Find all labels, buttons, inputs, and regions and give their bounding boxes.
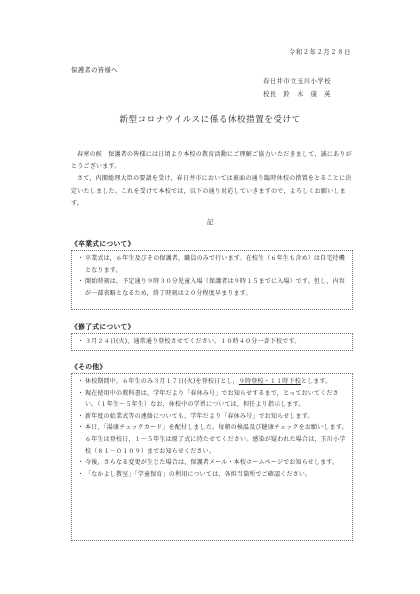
sender-school: 春日井市立玉川小学校 bbox=[263, 78, 331, 85]
sender-principal: 校長 鈴 木 康 英 bbox=[263, 91, 331, 98]
underlined-time: ９時登校・１１時下校 bbox=[238, 378, 301, 385]
closing-box bbox=[71, 333, 353, 351]
bullet-icon: ・ bbox=[77, 338, 84, 345]
recipient-line: 保護者の皆様へ bbox=[71, 67, 118, 74]
list-item: ・ 今後，さらなる変更が生じた場合は，保護者メール・本校ホームページでお知らせします。 bbox=[76, 457, 349, 469]
graduation-box bbox=[71, 250, 353, 310]
list-item: ・ 休校期間中，６年生のみ３月１７日(火)を登校日とし，９時登校・１１時下校とします。 bbox=[76, 376, 349, 388]
bullet-icon: ・ bbox=[77, 255, 84, 262]
bullet-icon: ・ bbox=[77, 459, 84, 467]
bullet-icon: ・ bbox=[77, 470, 84, 478]
bullet-icon: ・ bbox=[77, 378, 84, 385]
other-box bbox=[71, 373, 353, 541]
list-item: ・ 開始時刻は，予定通り９時３０分児童入場（保護者は９時１５までに入場）です。但し，内容が一部省略となるため，終了時刻は２０分程度早まります。 bbox=[76, 276, 349, 299]
ki-marker: 記 bbox=[206, 219, 214, 226]
list-item: ・ ３月２４日(火)，通常通り登校させてください。１０時４０分一斉下校です。 bbox=[76, 336, 349, 348]
bullet-icon: ・ bbox=[77, 389, 84, 397]
closing-heading: 《修了式について》 bbox=[71, 323, 135, 331]
list-item: ・ 新年度の始業式等の連絡についても，学年だより「春休み号」でお知らせします。 bbox=[76, 411, 349, 423]
list-item: ・ 卒業式は，６年生及びその保護者，職員のみで行います。在校生（６年生も含め）は自宅待機となります。 bbox=[76, 253, 349, 276]
list-item: ・ 現在使用中の教科書は，学年だより「春休み号」でお知らせするまで，とっておいてください。（１年生～５年生）なお，休校中の学習については，担任より指示します。 bbox=[76, 388, 349, 411]
intro-paragraph-2: さて，内閣総理大臣の要請を受け，春日井市においては裏面の通り臨時休校の措置をとることに決定いたしました。これを受けて本校では，以下の通り対応していきますので，よろしくお願いします。 bbox=[71, 175, 352, 207]
bullet-icon: ・ bbox=[77, 278, 84, 286]
bullet-icon: ・ bbox=[77, 412, 84, 420]
graduation-heading: 《卒業式について》 bbox=[71, 240, 135, 248]
document-date: 令和２年２月２８日 bbox=[288, 49, 351, 56]
bullet-icon: ・ bbox=[77, 424, 84, 432]
list-item: ・ 本日，「湯康チェックカード」を配付しました。毎朝の検温及び健康チェックをお願いします。６年生は登校日，１～５年生は原了式に持たせてください。感染が疑われた場合は，玉川小学校（８１－０１０９）までお知らせください。 bbox=[76, 422, 349, 457]
intro-paragraph-1: 春寒の候 保護者の皆様には日頃より本校の教育活動にご理解ご協力いただきまして，誠にありがとうございます。 bbox=[71, 151, 352, 171]
document-title: 新型コロナウイルスに係る休校措置を受けて bbox=[119, 115, 301, 125]
other-heading: 《その他》 bbox=[71, 363, 107, 371]
sender-block bbox=[263, 75, 331, 101]
list-item: ・ 「なかよし教室」「学童保育」の利用については，各担当箇所でご確認ください。 bbox=[76, 469, 349, 481]
intro-text bbox=[71, 149, 354, 210]
